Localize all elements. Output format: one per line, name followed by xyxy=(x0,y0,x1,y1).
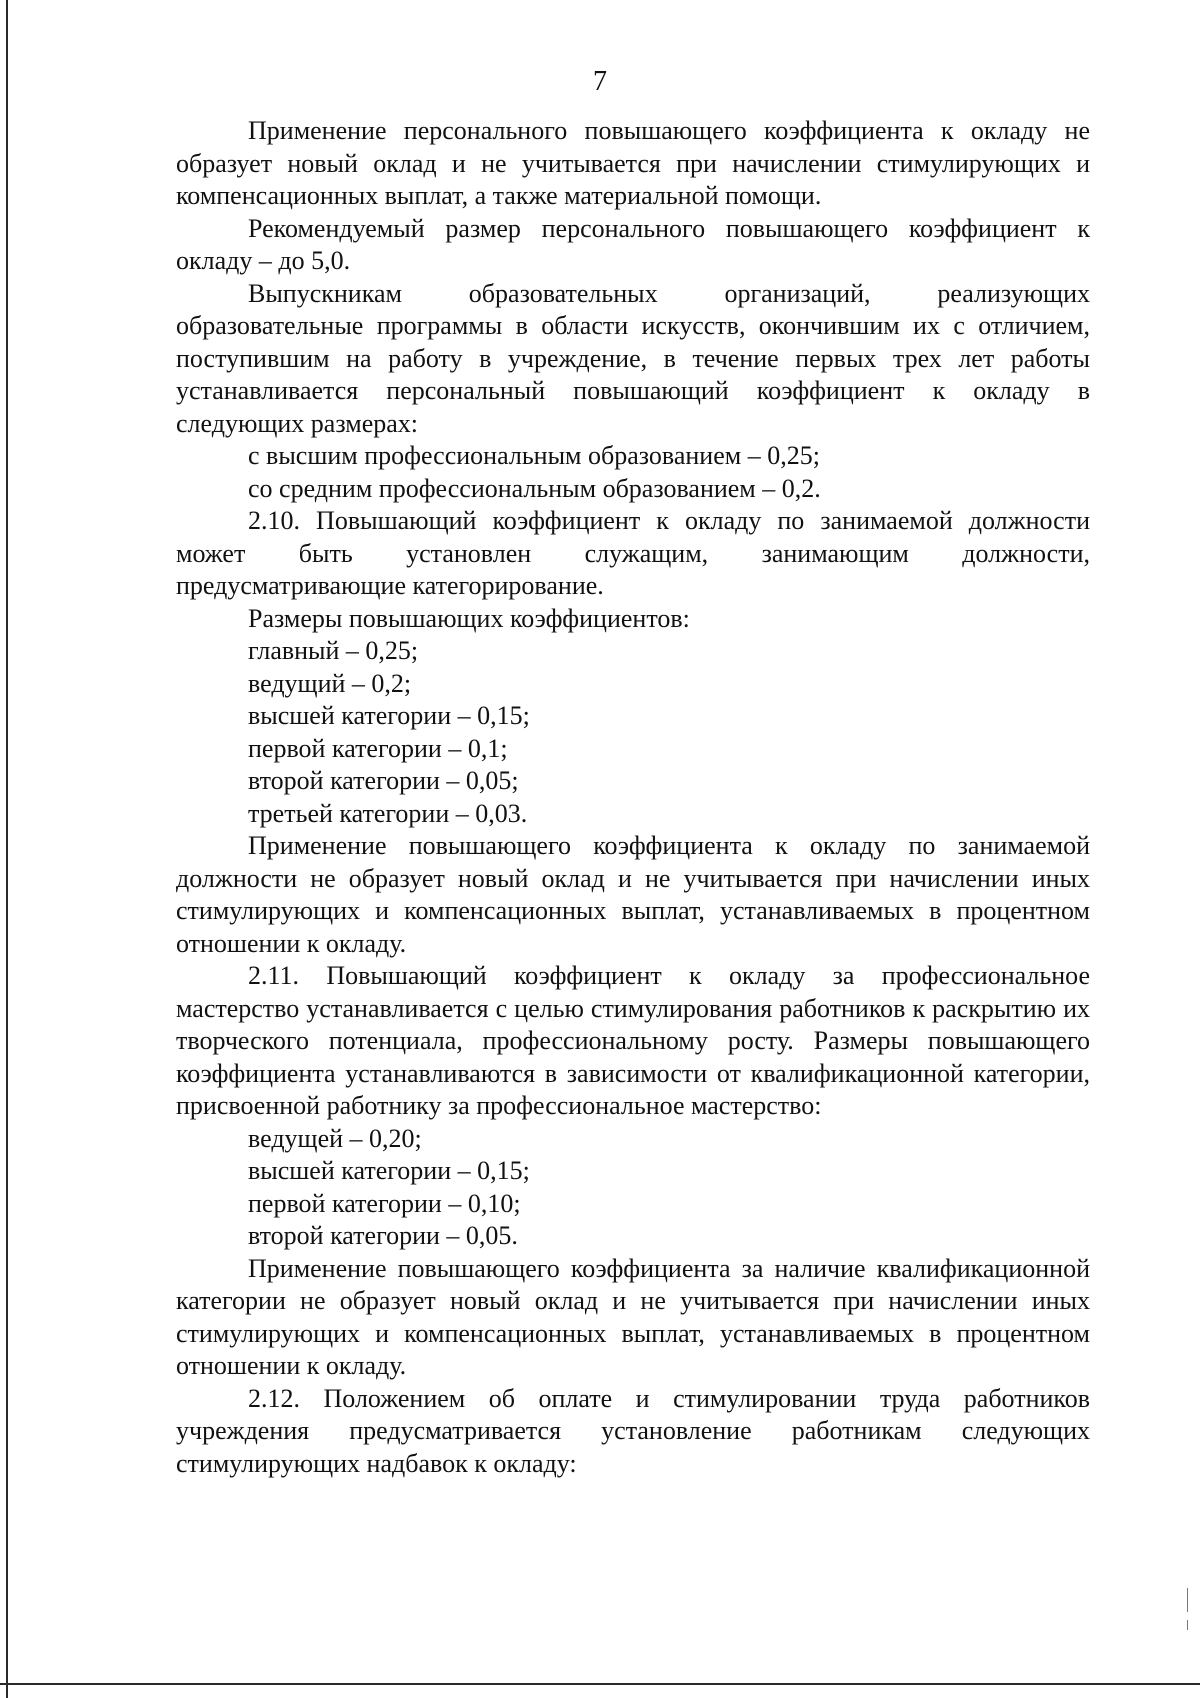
list-item: первой категории – 0,1; xyxy=(248,733,508,763)
list-item: с высшим профессиональным образованием – 0,25; xyxy=(248,441,820,470)
list-item: высшей категории – 0,15; xyxy=(248,701,530,730)
list-item: ведущей – 0,20; xyxy=(248,1123,422,1153)
paragraph-graduates: Выпускникам образовательных организаций, реализующих образовательные программы в области искусств, окончившим их с отличием, поступившим на работу в учреждение, в течение первых трех лет работы устанавливается персональный повышающий коэффициент к окладу в следующих размерах: xyxy=(176,278,1090,438)
paragraph-section-2-11: 2.11. Повышающий коэффициент к окладу за профессиональное мастерство устанавливается с целью стимулирования работников к раскрытию их творческого потенциала, профессиональному росту. Размеры повышающего коэффициента устанавливаются в зависимости от квалификационной категории, присвоенной работнику за профессиональное мастерство: xyxy=(176,961,1090,1120)
list-item: главный – 0,25; xyxy=(248,636,419,665)
scan-left-edge xyxy=(6,0,8,1698)
paragraph-section-2-10: 2.10. Повышающий коэффициент к окладу по занимаемой должности может быть установлен служащим, занимающим должности, предусматривающие категорирование. xyxy=(176,506,1090,600)
list-heading: Размеры повышающих коэффициентов: xyxy=(248,603,690,633)
document-body xyxy=(176,115,1090,1480)
page-number: 7 xyxy=(593,66,607,97)
list-item: первой категории – 0,10; xyxy=(248,1188,521,1218)
list-item: второй категории – 0,05. xyxy=(248,1221,518,1250)
paragraph-section-2-12: 2.12. Положением об оплате и стимулировании труда работников учреждения предусматривается установление работникам следующих стимулирующих надбавок к окладу: xyxy=(176,1383,1090,1478)
list-item: высшей категории – 0,15; xyxy=(248,1156,530,1185)
scan-artifact-mark xyxy=(1187,1620,1188,1630)
paragraph-recommended-size: Рекомендуемый размер персонального повышающего коэффициент к окладу – до 5,0. xyxy=(176,213,1090,275)
list-item: со средним профессиональным образованием – 0,2. xyxy=(248,473,821,503)
list-item: второй категории – 0,05; xyxy=(248,766,519,795)
paragraph-qualification-coefficient-application: Применение повышающего коэффициента за наличие квалификационной категории не образует новый оклад и не учитывается при начислении иных стимулирующих и компенсационных выплат, устанавливаемых в процентном отношении к окладу. xyxy=(176,1253,1090,1380)
scan-bottom-edge xyxy=(0,1683,1200,1685)
list-item: третьей категории – 0,03. xyxy=(248,798,528,828)
list-item: ведущий – 0,2; xyxy=(248,668,412,698)
scan-artifact-mark xyxy=(1187,1588,1188,1612)
paragraph-personal-coefficient-application: Применение персонального повышающего коэффициента к окладу не образует новый оклад и не учитывается при начислении стимулирующих и компенсационных выплат, а также материальной помощи. xyxy=(176,116,1090,210)
paragraph-position-coefficient-application: Применение повышающего коэффициента к окладу по занимаемой должности не образует новый оклад и не учитывается при начислении иных стимулирующих и компенсационных выплат, устанавливаемых в процентном отношении к окладу. xyxy=(176,831,1090,958)
